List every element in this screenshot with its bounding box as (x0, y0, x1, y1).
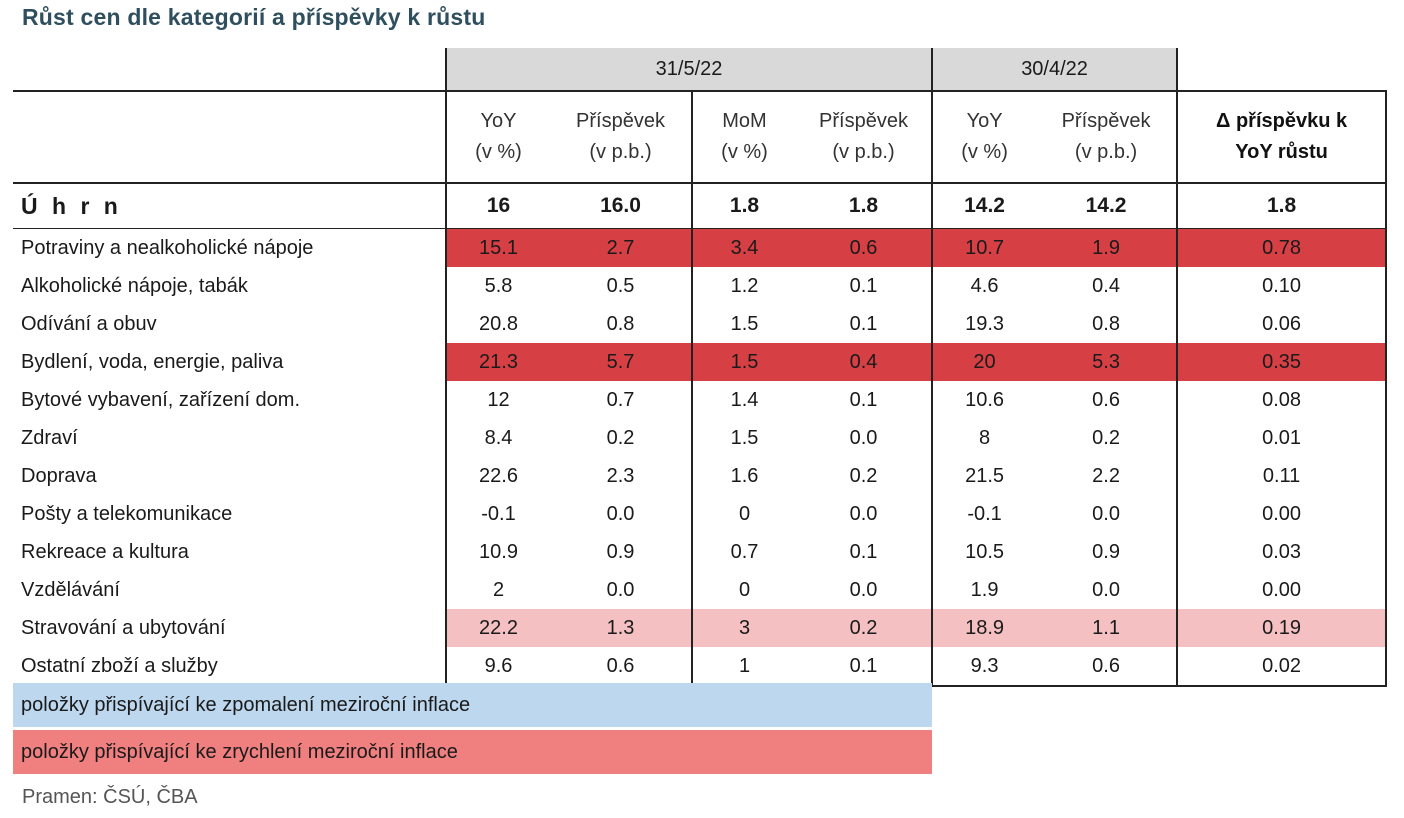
table-row (13, 267, 1386, 305)
table-cell: 0.0 (606, 578, 635, 601)
table-cell: 0.06 (1177, 305, 1386, 343)
table-cell: 0.0 (849, 502, 878, 525)
table-cell: 10.5 (932, 533, 1036, 571)
table-cell: 8.4 (446, 419, 550, 457)
total-cell: 1.8 (848, 194, 879, 217)
table-cell: 0 (692, 495, 796, 533)
table-cell: 0.19 (1177, 609, 1386, 647)
table-cell: 1.1 (1036, 609, 1177, 647)
table-cell: 5.7 (550, 343, 692, 381)
table-cell: 10.6 (932, 381, 1036, 419)
row-label: Bydlení, voda, energie, paliva (21, 350, 284, 373)
row-label: Potraviny a nealkoholické nápoje (13, 229, 446, 268)
table-cell: 0.6 (1036, 647, 1177, 686)
table-cell: 0.1 (796, 647, 932, 686)
table-cell: 0.6 (550, 647, 692, 686)
table-cell: 0.2 (1036, 419, 1177, 457)
table-cell: 0.00 (1177, 571, 1386, 609)
period-current: 31/5/22 (446, 48, 932, 91)
total-label: Ú h r n (21, 192, 122, 219)
table-cell: 0.8 (1036, 305, 1177, 343)
table-cell: 3.4 (692, 229, 796, 268)
row-label: Ostatní zboží a služby (13, 647, 446, 686)
table-row (13, 495, 1386, 533)
legend-slowing: položky přispívající ke zpomalení meziroční inflace (13, 683, 932, 727)
table-cell: 0.11 (1177, 457, 1386, 495)
total-cell: 1.8 (692, 183, 796, 229)
table-cell: 4.6 (932, 267, 1036, 305)
table-row (13, 457, 1386, 495)
table-row (13, 647, 1386, 686)
col-yoy-current: YoY (v %) (446, 91, 550, 183)
table-cell: 0.1 (849, 388, 878, 411)
table-cell: 0.03 (1177, 533, 1386, 571)
total-cell: 1.8 (1177, 183, 1386, 229)
table-row (13, 419, 1386, 457)
total-cell: 16.0 (600, 194, 641, 217)
total-cell: 14.2 (1036, 183, 1177, 229)
table-cell: 0.1 (849, 540, 878, 563)
row-label: Rekreace a kultura (21, 540, 189, 563)
table-cell: 0.0 (606, 502, 635, 525)
table-cell: 2.3 (606, 464, 635, 487)
period-previous: 30/4/22 (932, 48, 1177, 91)
table-cell: 0.6 (796, 229, 932, 268)
table-cell: 0.0 (1036, 571, 1177, 609)
table-cell: 0.7 (692, 533, 796, 571)
table-cell: 1.9 (932, 571, 1036, 609)
period-header-row (13, 48, 1386, 91)
table-cell: 20.8 (446, 305, 550, 343)
table-cell: 21.3 (446, 343, 550, 381)
table-cell: 1.5 (692, 305, 796, 343)
row-label: Bytové vybavení, zařízení dom. (21, 388, 301, 411)
legend-accelerating: položky přispívající ke zrychlení meziroční inflace (13, 730, 932, 774)
table-cell: 22.6 (446, 457, 550, 495)
row-label: Alkoholické nápoje, tabák (21, 274, 248, 297)
table-cell: 0.0 (849, 578, 878, 601)
table-cell: 1.4 (692, 381, 796, 419)
table-cell: 10.9 (446, 533, 550, 571)
table-cell: 0.9 (606, 540, 635, 563)
table-cell: 20 (932, 343, 1036, 381)
table-cell: 0.4 (796, 343, 932, 381)
table-cell: 8 (932, 419, 1036, 457)
table-cell: 1 (692, 647, 796, 686)
table-cell: 0.0 (1036, 495, 1177, 533)
table-cell: 0.2 (849, 464, 878, 487)
table-cell: 9.3 (932, 647, 1036, 686)
table-cell: 0.0 (849, 426, 878, 449)
table-cell: 1.3 (550, 609, 692, 647)
table-cell: 0.08 (1177, 381, 1386, 419)
table-row (13, 381, 1386, 419)
table-cell: 9.6 (446, 647, 550, 686)
inflation-table (13, 48, 1387, 687)
table-cell: 10.7 (932, 229, 1036, 268)
table-cell: 0.1 (849, 274, 878, 297)
table-cell: 21.5 (932, 457, 1036, 495)
table-cell: 18.9 (932, 609, 1036, 647)
source-note: Pramen: ČSÚ, ČBA (22, 786, 198, 808)
table-cell: 1.2 (692, 267, 796, 305)
row-label: Doprava (21, 464, 97, 487)
table-cell: 0.1 (849, 312, 878, 335)
table-cell: 1.9 (1036, 229, 1177, 268)
table-cell: 0.7 (606, 388, 635, 411)
page-title: Růst cen dle kategorií a příspěvky k růstu (22, 4, 486, 30)
table-row (13, 343, 1386, 381)
table-cell: -0.1 (446, 495, 550, 533)
total-cell: 14.2 (932, 183, 1036, 229)
col-mom: MoM (v %) (692, 91, 796, 183)
table-cell: 5.3 (1036, 343, 1177, 381)
table-cell: 5.8 (446, 267, 550, 305)
table-row (13, 609, 1386, 647)
table-cell: 0.10 (1177, 267, 1386, 305)
table-row (13, 533, 1386, 571)
table-cell: 0.4 (1036, 267, 1177, 305)
table-row (13, 571, 1386, 609)
col-delta-contribution: Δ příspěvku k YoY růstu (1177, 91, 1386, 183)
total-cell: 16 (446, 183, 550, 229)
table-cell: 19.3 (932, 305, 1036, 343)
table-cell: 0.78 (1177, 229, 1386, 268)
table-row (13, 229, 1386, 268)
table-cell: 1.5 (692, 419, 796, 457)
row-label: Odívání a obuv (21, 312, 157, 335)
table-cell: 0.5 (606, 274, 635, 297)
table-cell: 12 (446, 381, 550, 419)
table-cell: 0.8 (606, 312, 635, 335)
table-cell: 0.9 (1036, 533, 1177, 571)
table-cell: 1.6 (692, 457, 796, 495)
table-row (13, 305, 1386, 343)
category-rows (13, 229, 1386, 687)
row-label: Vzdělávání (21, 578, 120, 601)
table-cell: 2.7 (550, 229, 692, 268)
table-cell: 2.2 (1036, 457, 1177, 495)
total-row (13, 183, 1386, 229)
col-contrib-current: Příspěvek (v p.b.) (576, 110, 665, 163)
table-cell: 22.2 (446, 609, 550, 647)
table-cell: 1.5 (692, 343, 796, 381)
table-cell: 0.2 (796, 609, 932, 647)
table-cell: 15.1 (446, 229, 550, 268)
row-label: Pošty a telekomunikace (21, 502, 233, 525)
table-cell: 0.02 (1177, 647, 1386, 686)
table-cell: 0 (692, 571, 796, 609)
col-yoy-previous: YoY (v %) (932, 91, 1036, 183)
table-cell: -0.1 (932, 495, 1036, 533)
table-cell: 0.00 (1177, 495, 1386, 533)
table-cell: 0.6 (1036, 381, 1177, 419)
row-label: Zdraví (21, 426, 78, 449)
column-header-row (13, 91, 1386, 183)
table-cell: 0.35 (1177, 343, 1386, 381)
table-cell: 0.01 (1177, 419, 1386, 457)
row-label: Stravování a ubytování (21, 616, 226, 639)
col-contrib-previous: Příspěvek (v p.b.) (1036, 91, 1177, 183)
col-contrib-mom: Příspěvek (v p.b.) (819, 110, 908, 163)
table-cell: 3 (692, 609, 796, 647)
table-cell: 2 (446, 571, 550, 609)
table-cell: 0.2 (606, 426, 635, 449)
